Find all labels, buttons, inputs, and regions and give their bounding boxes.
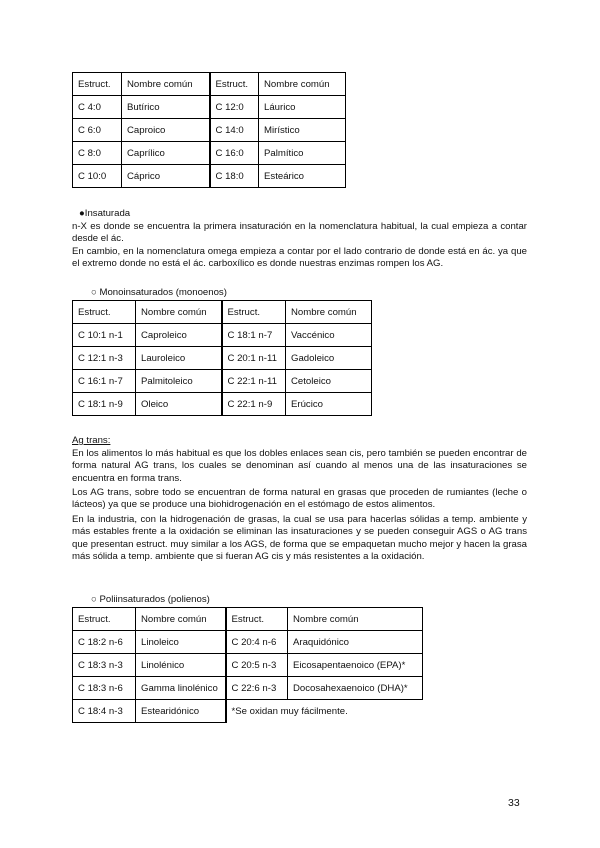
table-row <box>73 347 372 370</box>
header-cell: Estruct. <box>226 608 288 631</box>
table-cell: Vaccénico <box>286 324 372 347</box>
table-cell: Erúcico <box>286 393 372 416</box>
header-cell: Nombre común <box>288 608 423 631</box>
table-row <box>73 324 372 347</box>
table-cell: Butírico <box>122 96 210 119</box>
table-cell: C 18:0 <box>210 165 259 188</box>
table-cell: Linolénico <box>136 654 226 677</box>
table-cell: C 18:3 n-6 <box>73 677 136 700</box>
table-cell: C 8:0 <box>73 142 122 165</box>
table-row <box>73 631 423 654</box>
table-cell: C 12:1 n-3 <box>73 347 136 370</box>
table-cell: C 18:1 n-9 <box>73 393 136 416</box>
unsaturated-paragraph-2: En cambio, en la nomenclatura omega empieza a contar por el lado contrario de donde está en ác. ya que el extremo donde no está el ác. carboxílico es donde nuestras enzimas rompen los AG. <box>72 246 527 270</box>
header-cell: Estruct. <box>73 608 136 631</box>
table-cell: Araquidónico <box>288 631 423 654</box>
table-cell: Palmítico <box>259 142 346 165</box>
table-cell: Láurico <box>259 96 346 119</box>
table-row <box>73 654 423 677</box>
table-cell: C 18:2 n-6 <box>73 631 136 654</box>
table-cell: C 20:5 n-3 <box>226 654 288 677</box>
page-number: 33 <box>508 797 520 809</box>
header-cell: Nombre común <box>136 301 222 324</box>
table-cell: Caproico <box>122 119 210 142</box>
table-cell: Gamma linolénico <box>136 677 226 700</box>
header-cell: Nombre común <box>259 73 346 96</box>
unsaturated-paragraph-1: n-X es donde se encuentra la primera insaturación en la nomenclatura habitual, la cual empieza a contar desde el ác. <box>72 221 527 245</box>
oxidation-note: *Se oxidan muy fácilmente. <box>226 700 423 723</box>
table-cell: C 18:1 n-7 <box>222 324 286 347</box>
trans-heading: Ag trans: <box>72 435 111 446</box>
header-cell: Nombre común <box>136 608 226 631</box>
trans-paragraph-2: Los AG trans, sobre todo se encuentran de forma natural en grasas que proceden de rumiantes (leche o lácteos) ya que se produce una biohidrogenación en el estómago de estos alimentos. <box>72 487 527 511</box>
table-cell: Cáprico <box>122 165 210 188</box>
table-cell: Cetoleico <box>286 370 372 393</box>
trans-paragraph-1: En los alimentos lo más habitual es que los dobles enlaces sean cis, pero también se pueden encontrar de forma natural AG trans, los cuales se denominan así cuando al menos una de las insaturaciones se encuentra en forma trans. <box>72 448 527 484</box>
monounsaturated-heading: ○ Monoinsaturados (monoenos) <box>91 287 227 298</box>
header-cell: Estruct. <box>210 73 259 96</box>
table-cell: Gadoleico <box>286 347 372 370</box>
table-row <box>73 370 372 393</box>
table-cell: C 16:1 n-7 <box>73 370 136 393</box>
table-cell: Mirístico <box>259 119 346 142</box>
header-cell: Estruct. <box>222 301 286 324</box>
header-cell: Estruct. <box>73 301 136 324</box>
table-cell: Oleico <box>136 393 222 416</box>
table-header-row <box>73 608 423 631</box>
table-row <box>73 393 372 416</box>
table-cell: C 16:0 <box>210 142 259 165</box>
table-cell: C 22:1 n-11 <box>222 370 286 393</box>
table-cell: Caprílico <box>122 142 210 165</box>
table-cell: C 18:4 n-3 <box>73 700 136 723</box>
table-cell: C 20:1 n-11 <box>222 347 286 370</box>
header-cell: Nombre común <box>122 73 210 96</box>
table-header-row <box>73 301 372 324</box>
table-cell: C 12:0 <box>210 96 259 119</box>
polyunsaturated-table <box>72 607 423 723</box>
table-row <box>73 165 346 188</box>
table-cell: Esteárico <box>259 165 346 188</box>
unsaturated-heading: ●Insaturada <box>79 208 131 219</box>
table-cell: C 6:0 <box>73 119 122 142</box>
table-row <box>73 700 423 723</box>
monounsaturated-table <box>72 300 372 416</box>
saturated-fatty-acids-table <box>72 72 346 188</box>
trans-paragraph-3: En la industria, con la hidrogenación de grasas, la cual se usa para hacerlas sólidas a temp. ambiente y más estables frente a la oxidación se eliminan las insaturaciones y se pueden conseguir AGS o AG trans que presentan estruct. muy similar a los AGS, de forma que se empaquetan mucho mejor y hacen la grasa más sólida a temp. ambiente que si fueran AG cis y más resistentes a la oxidación. <box>72 514 527 562</box>
table-cell: Caproleico <box>136 324 222 347</box>
table-cell: C 22:1 n-9 <box>222 393 286 416</box>
polyunsaturated-heading: ○ Poliinsaturados (polienos) <box>91 594 210 605</box>
table-row <box>73 96 346 119</box>
table-row <box>73 142 346 165</box>
table-cell: C 20:4 n-6 <box>226 631 288 654</box>
table-cell: Docosahexaenoico (DHA)* <box>288 677 423 700</box>
table-header-row <box>73 73 346 96</box>
table-cell: C 18:3 n-3 <box>73 654 136 677</box>
table-cell: C 4:0 <box>73 96 122 119</box>
table-cell: Linoleico <box>136 631 226 654</box>
table-cell: C 10:0 <box>73 165 122 188</box>
table-cell: Eicosapentaenoico (EPA)* <box>288 654 423 677</box>
table-cell: C 14:0 <box>210 119 259 142</box>
table-cell: Palmitoleico <box>136 370 222 393</box>
table-cell: Lauroleico <box>136 347 222 370</box>
table-row <box>73 677 423 700</box>
header-cell: Nombre común <box>286 301 372 324</box>
table-cell: C 22:6 n-3 <box>226 677 288 700</box>
table-cell: Estearidónico <box>136 700 226 723</box>
header-cell: Estruct. <box>73 73 122 96</box>
table-row <box>73 119 346 142</box>
table-cell: C 10:1 n-1 <box>73 324 136 347</box>
